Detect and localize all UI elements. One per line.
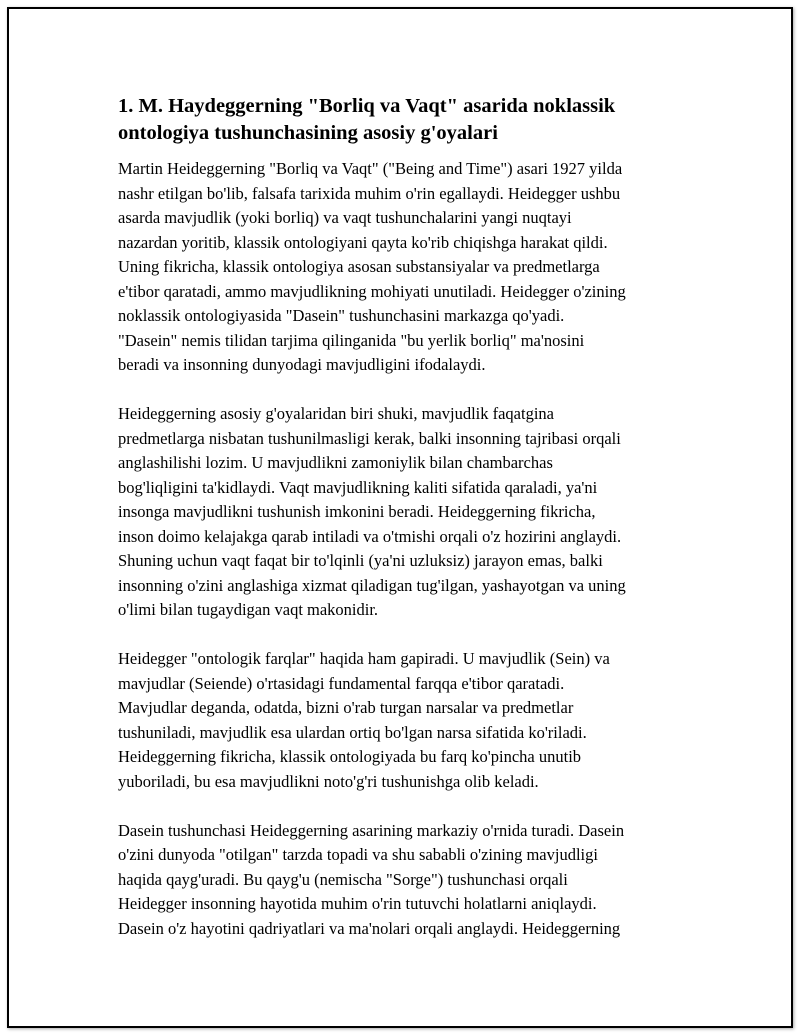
text-line: tushuniladi, mavjudlik esa ulardan ortiq bo'lgan narsa sifatida ko'riladi. [118,722,587,742]
text-line: Mavjudlar deganda, odatda, bizni o'rab turgan narsalar va predmetlar [118,698,574,717]
text-line: haqida qayg'uradi. Bu qayg'u (nemischa "Sorge") tushunchasi orqali [118,869,568,889]
text-line: Heideggerning fikricha, klassik ontologiyada bu farq ko'pincha unutib [118,747,582,766]
text-line: "Dasein" nemis tilidan tarjima qilinganida "bu yerlik borliq" ma'nosini [118,330,585,350]
text-line: Heidegger insonning hayotida muhim o'rin tutuvchi holatlarni aniqlaydi. [118,894,597,913]
text-line: Heideggerning asosiy g'oyalaridan biri shuki, mavjudlik faqatgina [118,404,554,423]
text-line: Heidegger "ontologik farqlar" haqida ham gapiradi. U mavjudlik (Sein) va [118,649,610,668]
text-line: anglashilishi lozim. U mavjudlikni zamoniylik bilan chambarchas [118,453,553,472]
text-line: o'limi bilan tugaydigan vaqt makonidir. [118,600,379,619]
text-line: inson doimo kelajakga qarab intiladi va o'tmishi orqali o'z hozirini anglaydi. [118,526,622,546]
text-line: Dasein tushunchasi Heideggerning asarining markaziy o'rnida turadi. Dasein [118,820,625,840]
text-line: beradi va insonning dunyodagi mavjudligini ifodalaydi. [118,355,486,374]
paragraph-ontological-difference [118,647,688,794]
text-line: nazardan yoritib, klassik ontologiyani qayta ko'rib chiqishga harakat qildi. [118,232,608,252]
text-line: e'tibor qaratadi, ammo mavjudlikning mohiyati unutiladi. Heidegger o'zining [118,281,626,301]
text-line: Dasein o'z hayotini qadriyatlari va ma'nolari orqali anglaydi. Heideggerning [118,918,621,938]
text-line: noklassik ontologiyasida "Dasein" tushunchasini markazga qo'yadi. [118,306,565,325]
paragraph-time [118,402,688,623]
text-line: Shuning uchun vaqt faqat bir to'lqinli (ya'ni uzluksiz) jarayon emas, balki [118,551,603,570]
document-title [118,93,688,147]
text-line: predmetlarga nisbatan tushunilmasligi kerak, balki insonning tajribasi orqali [118,428,621,448]
text-line: insonning o'zini anglashiga xizmat qiladigan tug'ilgan, yashayotgan va uning [118,575,626,595]
text-line: asarda mavjudlik (yoki borliq) va vaqt tushunchalarini yangi nuqtayi [118,208,572,227]
paragraph-dasein [118,819,688,942]
text-line: Uning fikricha, klassik ontologiya asosan substansiyalar va predmetlarga [118,257,600,276]
text-line: yuboriladi, bu esa mavjudlikni noto'g'ri tushunishga olib keladi. [118,771,539,791]
text-line: mavjudlar (Seiende) o'rtasidagi fundamental farqqa e'tibor qaratadi. [118,673,565,693]
title-line: ontologiya tushunchasining asosiy g'oyalari [118,122,498,144]
text-line: o'zini dunyoda "otilgan" tarzda topadi va shu sababli o'zining mavjudligi [118,845,598,864]
paragraph-intro [118,157,688,378]
text-line: nashr etilgan bo'lib, falsafa tarixida muhim o'rin egallaydi. Heidegger ushbu [118,183,621,203]
text-line: insonga mavjudlikni tushunish imkonini beradi. Heideggerning fikricha, [118,502,596,521]
text-line: bog'liqligini ta'kidlaydi. Vaqt mavjudlikning kaliti sifatida qaraladi, ya'ni [118,477,598,497]
text-line: Martin Heideggerning "Borliq va Vaqt" ("Being and Time") asari 1927 yilda [118,159,623,178]
title-line: 1. M. Haydeggerning "Borliq va Vaqt" asarida noklassik [118,95,616,117]
document-content [118,93,688,966]
